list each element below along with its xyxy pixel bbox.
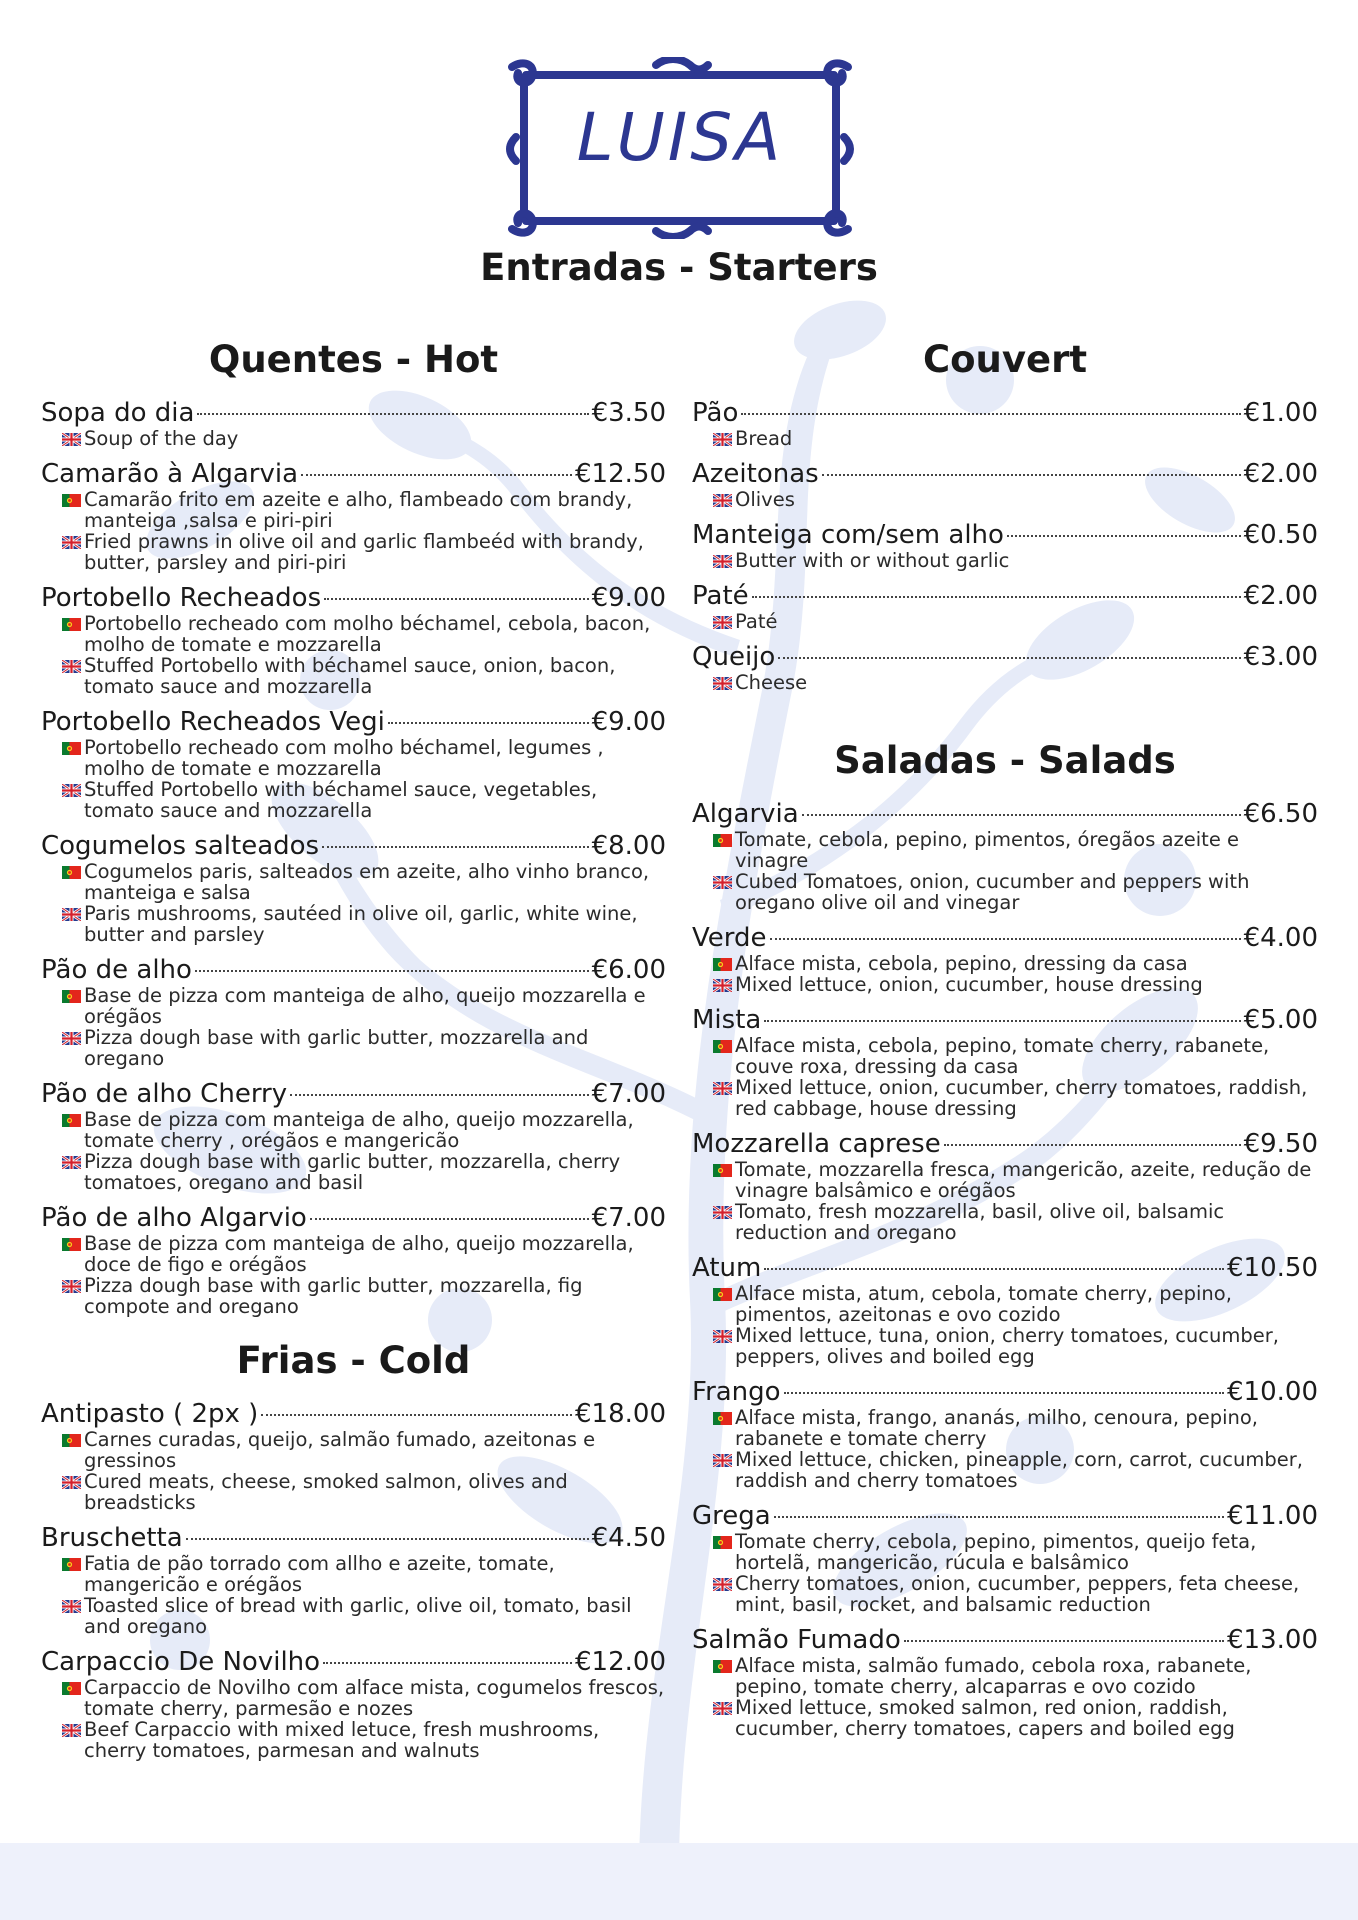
uk-flag-icon: [713, 1082, 732, 1095]
dot-leader: [197, 413, 588, 415]
description-portuguese: [62, 1233, 666, 1275]
menu-item-description: [692, 428, 1318, 449]
portugal-flag-icon: [713, 1288, 732, 1301]
description-portuguese: [62, 861, 666, 903]
menu-item-price: €6.00: [591, 955, 666, 985]
description-text: Pizza dough base with garlic butter, mozzarella and oregano: [84, 1026, 589, 1070]
menu-item-name: Camarão à Algarvia: [41, 459, 299, 489]
section-title-cold: Frias - Cold: [236, 1339, 471, 1382]
menu-item-description: [692, 550, 1318, 571]
uk-flag-icon: [713, 1578, 732, 1591]
description-portuguese: [62, 489, 666, 531]
menu-item: [41, 955, 666, 1069]
menu-item-price: €9.00: [591, 583, 666, 613]
dot-leader: [322, 846, 588, 848]
menu-item-name: Algarvia: [692, 799, 799, 829]
menu-item: [692, 1129, 1318, 1243]
menu-item-name: Mozzarella caprese: [692, 1129, 941, 1159]
section-title-salads: Saladas - Salads: [834, 739, 1176, 782]
menu-item-description: [41, 1109, 666, 1193]
uk-flag-icon: [62, 784, 81, 797]
portugal-flag-icon: [713, 1660, 732, 1673]
menu-item-price: €0.50: [1243, 520, 1318, 550]
menu-item: [41, 1523, 666, 1637]
description-english: [62, 1719, 666, 1761]
description-english: [713, 871, 1318, 913]
menu-item-name: Pão: [692, 398, 739, 428]
menu-item-description: [41, 428, 666, 449]
menu-item-header: [41, 955, 666, 985]
portugal-flag-icon: [62, 1114, 81, 1127]
dot-leader: [944, 1144, 1241, 1146]
page-title: Entradas - Starters: [480, 246, 878, 289]
dot-leader: [764, 1268, 1224, 1270]
menu-item: [692, 799, 1318, 913]
menu-item-price: €7.00: [591, 1203, 666, 1233]
dot-leader: [904, 1640, 1224, 1642]
description-portuguese: [713, 1407, 1318, 1449]
dot-leader: [770, 938, 1241, 940]
menu-item: [41, 1399, 666, 1513]
salads-items-list: [692, 799, 1318, 1739]
menu-item-name: Paté: [692, 581, 749, 611]
menu-item-name: Pão de alho Cherry: [41, 1079, 288, 1109]
description-text: Base de pizza com manteiga de alho, queijo mozzarella, doce de figo e orégãos: [84, 1232, 634, 1276]
dot-leader: [802, 814, 1241, 816]
description-text: Carnes curadas, queijo, salmão fumado, azeitonas e gressinos: [84, 1428, 596, 1472]
description-text: Mixed lettuce, onion, cucumber, cherry tomatoes, raddish, red cabbage, house dressing: [735, 1076, 1308, 1120]
menu-item-description: [41, 1553, 666, 1637]
description-text: Alface mista, atum, cebola, tomate cherry, pepino, pimentos, azeitonas e ovo cozido: [735, 1282, 1232, 1326]
dot-leader: [752, 596, 1241, 598]
menu-item-price: €2.00: [1243, 459, 1318, 489]
menu-item-price: €6.50: [1243, 799, 1318, 829]
dot-leader: [741, 413, 1240, 415]
description-english: [713, 974, 1318, 995]
menu-item-price: €3.00: [1243, 642, 1318, 672]
menu-item-description: [692, 1283, 1318, 1367]
menu-item-name: Antipasto ( 2px ): [41, 1399, 259, 1429]
menu-item-description: [692, 1655, 1318, 1739]
menu-item-description: [692, 1159, 1318, 1243]
uk-flag-icon: [713, 677, 732, 690]
description-text: Cogumelos paris, salteados em azeite, alho vinho branco, manteiga e salsa: [84, 860, 650, 904]
description-portuguese: [62, 1109, 666, 1151]
menu-item-name: Sopa do dia: [41, 398, 195, 428]
menu-item-header: [692, 459, 1318, 489]
uk-flag-icon: [713, 616, 732, 629]
description-english: [713, 1449, 1318, 1491]
menu-item-header: [41, 459, 666, 489]
description-portuguese: [62, 1429, 666, 1471]
uk-flag-icon: [713, 876, 732, 889]
description-english: [62, 1275, 666, 1317]
description-english: [713, 428, 1318, 449]
dot-leader: [774, 1516, 1224, 1518]
menu-item-description: [692, 1407, 1318, 1491]
description-text: Alface mista, salmão fumado, cebola roxa, rabanete, pepino, tomate cherry, alcaparras e ovo cozido: [735, 1654, 1252, 1698]
description-english: [713, 1573, 1318, 1615]
menu-item-header: [41, 398, 666, 428]
menu-item-price: €2.00: [1243, 581, 1318, 611]
description-text: Beef Carpaccio with mixed letuce, fresh mushrooms, cherry tomatoes, parmesan and walnuts: [84, 1718, 600, 1762]
menu-item: [41, 1203, 666, 1317]
menu-item-name: Manteiga com/sem alho: [692, 520, 1004, 550]
uk-flag-icon: [713, 979, 732, 992]
menu-item: [692, 1625, 1318, 1739]
portugal-flag-icon: [62, 494, 81, 507]
description-text: Mixed lettuce, smoked salmon, red onion, raddish, cucumber, cherry tomatoes, capers and boiled egg: [735, 1696, 1235, 1740]
uk-flag-icon: [713, 494, 732, 507]
dot-leader: [261, 1414, 572, 1416]
menu-item-price: €8.00: [591, 831, 666, 861]
menu-item: [41, 1079, 666, 1193]
portugal-flag-icon: [62, 1434, 81, 1447]
description-english: [62, 1595, 666, 1637]
menu-item-description: [41, 1429, 666, 1513]
description-text: Camarão frito em azeite e alho, flambeado com brandy, manteiga ,salsa e piri-piri: [84, 488, 633, 532]
menu-item-header: [692, 520, 1318, 550]
menu-item: [692, 1253, 1318, 1367]
menu-item-description: [41, 861, 666, 945]
menu-item: [41, 831, 666, 945]
menu-item-header: [692, 581, 1318, 611]
description-text: Base de pizza com manteiga de alho, queijo mozzarella, tomate cherry , orégãos e mangericão: [84, 1108, 634, 1152]
portugal-flag-icon: [62, 1238, 81, 1251]
description-english: [713, 1697, 1318, 1739]
menu-item-header: [41, 707, 666, 737]
right-column: [692, 338, 1318, 1749]
description-text: Portobello recheado com molho béchamel, legumes , molho de tomate e mozzarella: [84, 736, 604, 780]
menu-item: [41, 398, 666, 449]
menu-item-description: [692, 1531, 1318, 1615]
dot-leader: [195, 970, 589, 972]
description-text: Soup of the day: [84, 427, 239, 450]
portugal-flag-icon: [713, 958, 732, 971]
portugal-flag-icon: [713, 1536, 732, 1549]
menu-item-name: Queijo: [692, 642, 776, 672]
description-text: Pizza dough base with garlic butter, mozzarella, cherry tomatoes, oregano and basil: [84, 1150, 621, 1194]
menu-item-header: [41, 831, 666, 861]
uk-flag-icon: [62, 1032, 81, 1045]
dot-leader: [290, 1094, 588, 1096]
dot-leader: [784, 1392, 1224, 1394]
menu-item-description: [41, 489, 666, 573]
description-portuguese: [713, 1159, 1318, 1201]
menu-item-name: Mista: [692, 1005, 762, 1035]
description-portuguese: [713, 1655, 1318, 1697]
menu-item-header: [41, 1647, 666, 1677]
description-portuguese: [713, 829, 1318, 871]
left-column: [41, 338, 666, 1771]
menu-item-name: Salmão Fumado: [692, 1625, 901, 1655]
portugal-flag-icon: [62, 618, 81, 631]
description-english: [62, 1027, 666, 1069]
description-english: [62, 1471, 666, 1513]
uk-flag-icon: [713, 1454, 732, 1467]
menu-item-description: [41, 985, 666, 1069]
menu-item-header: [41, 583, 666, 613]
description-text: Stuffed Portobello with béchamel sauce, onion, bacon, tomato sauce and mozzarella: [84, 654, 616, 698]
menu-item-header: [692, 1377, 1318, 1407]
hot-items-list: [41, 398, 666, 1317]
menu-item-description: [41, 1677, 666, 1761]
menu-item-header: [692, 1625, 1318, 1655]
description-text: Butter with or without garlic: [735, 549, 1010, 572]
menu-item-header: [41, 1399, 666, 1429]
dot-leader: [764, 1020, 1240, 1022]
menu-item-name: Verde: [692, 923, 767, 953]
menu-item-name: Atum: [692, 1253, 762, 1283]
couvert-items-list: [692, 398, 1318, 693]
uk-flag-icon: [62, 433, 81, 446]
luisa-logo: [506, 57, 854, 239]
portugal-flag-icon: [62, 866, 81, 879]
description-text: Cubed Tomatoes, onion, cucumber and peppers with oregano olive oil and vinegar: [735, 870, 1250, 914]
description-english: [62, 655, 666, 697]
menu-item-price: €5.00: [1243, 1005, 1318, 1035]
description-text: Paté: [735, 610, 778, 633]
dot-leader: [1007, 535, 1241, 537]
menu-item-description: [692, 829, 1318, 913]
uk-flag-icon: [62, 660, 81, 673]
uk-flag-icon: [62, 1280, 81, 1293]
menu-item-price: €10.00: [1227, 1377, 1318, 1407]
menu-item-price: €11.00: [1227, 1501, 1318, 1531]
menu-item-header: [692, 398, 1318, 428]
description-text: Mixed lettuce, tuna, onion, cherry tomatoes, cucumber, peppers, olives and boiled egg: [735, 1324, 1279, 1368]
uk-flag-icon: [713, 1206, 732, 1219]
section-title-couvert: Couvert: [922, 338, 1088, 381]
menu-item-name: Pão de alho Algarvio: [41, 1203, 307, 1233]
description-english: [713, 1201, 1318, 1243]
description-portuguese: [62, 985, 666, 1027]
description-text: Paris mushrooms, sautéed in olive oil, garlic, white wine, butter and parsley: [84, 902, 638, 946]
description-english: [713, 550, 1318, 571]
description-portuguese: [62, 1553, 666, 1595]
dot-leader: [778, 657, 1240, 659]
uk-flag-icon: [713, 433, 732, 446]
portugal-flag-icon: [713, 834, 732, 847]
menu-item-price: €4.50: [591, 1523, 666, 1553]
description-english: [713, 489, 1318, 510]
menu-item-header: [692, 923, 1318, 953]
menu-item-price: €7.00: [591, 1079, 666, 1109]
menu-item-price: €10.50: [1227, 1253, 1318, 1283]
uk-flag-icon: [62, 908, 81, 921]
menu-item-header: [692, 1005, 1318, 1035]
menu-item: [692, 398, 1318, 449]
description-text: Alface mista, cebola, pepino, dressing da casa: [735, 952, 1188, 975]
description-text: Alface mista, cebola, pepino, tomate cherry, rabanete, couve roxa, dressing da casa: [735, 1034, 1270, 1078]
description-portuguese: [62, 737, 666, 779]
menu-item: [41, 583, 666, 697]
menu-item-price: €1.00: [1243, 398, 1318, 428]
description-text: Tomato, fresh mozzarella, basil, olive oil, balsamic reduction and oregano: [735, 1200, 1225, 1244]
menu-item: [41, 459, 666, 573]
menu-item: [692, 642, 1318, 693]
description-english: [62, 779, 666, 821]
uk-flag-icon: [62, 1156, 81, 1169]
menu-item: [692, 1005, 1318, 1119]
description-english: [62, 1151, 666, 1193]
description-portuguese: [713, 1531, 1318, 1573]
menu-item-description: [692, 611, 1318, 632]
menu-item-price: €12.00: [575, 1647, 666, 1677]
description-portuguese: [62, 613, 666, 655]
menu-item-header: [692, 1253, 1318, 1283]
description-portuguese: [713, 1283, 1318, 1325]
uk-flag-icon: [62, 1476, 81, 1489]
description-text: Cured meats, cheese, smoked salmon, olives and breadsticks: [84, 1470, 568, 1514]
menu-item-description: [41, 1233, 666, 1317]
menu-item-description: [692, 489, 1318, 510]
description-text: Portobello recheado com molho béchamel, cebola, bacon, molho de tomate e mozzarella: [84, 612, 651, 656]
menu-item-name: Bruschetta: [41, 1523, 183, 1553]
logo-text: LUISA: [576, 99, 784, 176]
menu-item: [692, 520, 1318, 571]
menu-item-name: Carpaccio De Novilho: [41, 1647, 321, 1677]
portugal-flag-icon: [713, 1040, 732, 1053]
description-text: Mixed lettuce, onion, cucumber, house dressing: [735, 973, 1203, 996]
section-title-hot: Quentes - Hot: [208, 338, 499, 381]
menu-item-price: €13.00: [1227, 1625, 1318, 1655]
description-english: [62, 428, 666, 449]
description-text: Fried prawns in olive oil and garlic flambeéd with brandy, butter, parsley and piri-piri: [84, 530, 644, 574]
description-text: Tomate, cebola, pepino, pimentos, óregãos azeite e vinagre: [735, 828, 1240, 872]
menu-item-description: [41, 737, 666, 821]
menu-item-header: [692, 799, 1318, 829]
dot-leader: [324, 598, 588, 600]
menu-item-name: Portobello Recheados Vegi: [41, 707, 385, 737]
menu-item-name: Frango: [692, 1377, 781, 1407]
uk-flag-icon: [713, 1330, 732, 1343]
menu-item: [692, 581, 1318, 632]
menu-item-header: [41, 1079, 666, 1109]
description-text: Bread: [735, 427, 793, 450]
portugal-flag-icon: [713, 1412, 732, 1425]
menu-item-price: €9.00: [591, 707, 666, 737]
description-english: [62, 531, 666, 573]
menu-item-header: [692, 1129, 1318, 1159]
dot-leader: [388, 722, 589, 724]
description-english: [713, 1077, 1318, 1119]
description-text: Toasted slice of bread with garlic, olive oil, tomato, basil and oregano: [84, 1594, 632, 1638]
description-portuguese: [713, 1035, 1318, 1077]
uk-flag-icon: [62, 536, 81, 549]
menu-item-description: [692, 953, 1318, 995]
description-text: Alface mista, frango, ananás, milho, cenoura, pepino, rabanete e tomate cherry: [735, 1406, 1258, 1450]
menu-item-price: €12.50: [575, 459, 666, 489]
menu-item-header: [692, 1501, 1318, 1531]
uk-flag-icon: [713, 1702, 732, 1715]
description-text: Stuffed Portobello with béchamel sauce, vegetables, tomato sauce and mozzarella: [84, 778, 598, 822]
description-english: [62, 903, 666, 945]
description-english: [713, 1325, 1318, 1367]
description-portuguese: [713, 953, 1318, 974]
cold-items-list: [41, 1399, 666, 1761]
menu-item-price: €3.50: [591, 398, 666, 428]
menu-item: [41, 707, 666, 821]
description-text: Tomate, mozzarella fresca, mangericão, azeite, redução de vinagre balsâmico e orégãos: [735, 1158, 1312, 1202]
dot-leader: [186, 1538, 589, 1540]
menu-item: [692, 459, 1318, 510]
uk-flag-icon: [713, 555, 732, 568]
menu-item-description: [692, 1035, 1318, 1119]
menu-item: [41, 1647, 666, 1761]
description-portuguese: [62, 1677, 666, 1719]
description-text: Carpaccio de Novilho com alface mista, cogumelos frescos, tomate cherry, parmesão e nozes: [84, 1676, 665, 1720]
portugal-flag-icon: [62, 990, 81, 1003]
dot-leader: [323, 1662, 572, 1664]
menu-item-header: [41, 1523, 666, 1553]
menu-item-name: Pão de alho: [41, 955, 192, 985]
menu-item-description: [692, 672, 1318, 693]
description-english: [713, 611, 1318, 632]
description-english: [713, 672, 1318, 693]
menu-item-header: [41, 1203, 666, 1233]
menu-item: [692, 923, 1318, 995]
menu-item-name: Portobello Recheados: [41, 583, 322, 613]
menu-item-price: €18.00: [575, 1399, 666, 1429]
portugal-flag-icon: [62, 1558, 81, 1571]
dot-leader: [301, 474, 572, 476]
menu-item-description: [41, 613, 666, 697]
menu-item: [692, 1501, 1318, 1615]
description-text: Pizza dough base with garlic butter, mozzarella, fig compote and oregano: [84, 1274, 583, 1318]
description-text: Tomate cherry, cebola, pepino, pimentos, queijo feta, hortelã, mangericão, rúcula e balsâmico: [735, 1530, 1257, 1574]
uk-flag-icon: [62, 1600, 81, 1613]
dot-leader: [822, 474, 1241, 476]
menu-item-price: €4.00: [1243, 923, 1318, 953]
description-text: Fatia de pão torrado com allho e azeite, tomate, mangericão e orégãos: [84, 1552, 555, 1596]
portugal-flag-icon: [713, 1164, 732, 1177]
uk-flag-icon: [62, 1724, 81, 1737]
portugal-flag-icon: [62, 742, 81, 755]
description-text: Cherry tomatoes, onion, cucumber, peppers, feta cheese, mint, basil, rocket, and balsamic reduction: [735, 1572, 1300, 1616]
description-text: Base de pizza com manteiga de alho, queijo mozzarella e orégãos: [84, 984, 646, 1028]
menu-item-header: [692, 642, 1318, 672]
description-text: Mixed lettuce, chicken, pineapple, corn, carrot, cucumber, raddish and cherry tomatoes: [735, 1448, 1303, 1492]
dot-leader: [310, 1218, 589, 1220]
menu-item: [692, 1377, 1318, 1491]
menu-item-name: Grega: [692, 1501, 771, 1531]
menu-item-name: Cogumelos salteados: [41, 831, 320, 861]
menu-item-name: Azeitonas: [692, 459, 819, 489]
menu-item-price: €9.50: [1243, 1129, 1318, 1159]
portugal-flag-icon: [62, 1682, 81, 1695]
description-text: Cheese: [735, 671, 808, 694]
description-text: Olives: [735, 488, 795, 511]
